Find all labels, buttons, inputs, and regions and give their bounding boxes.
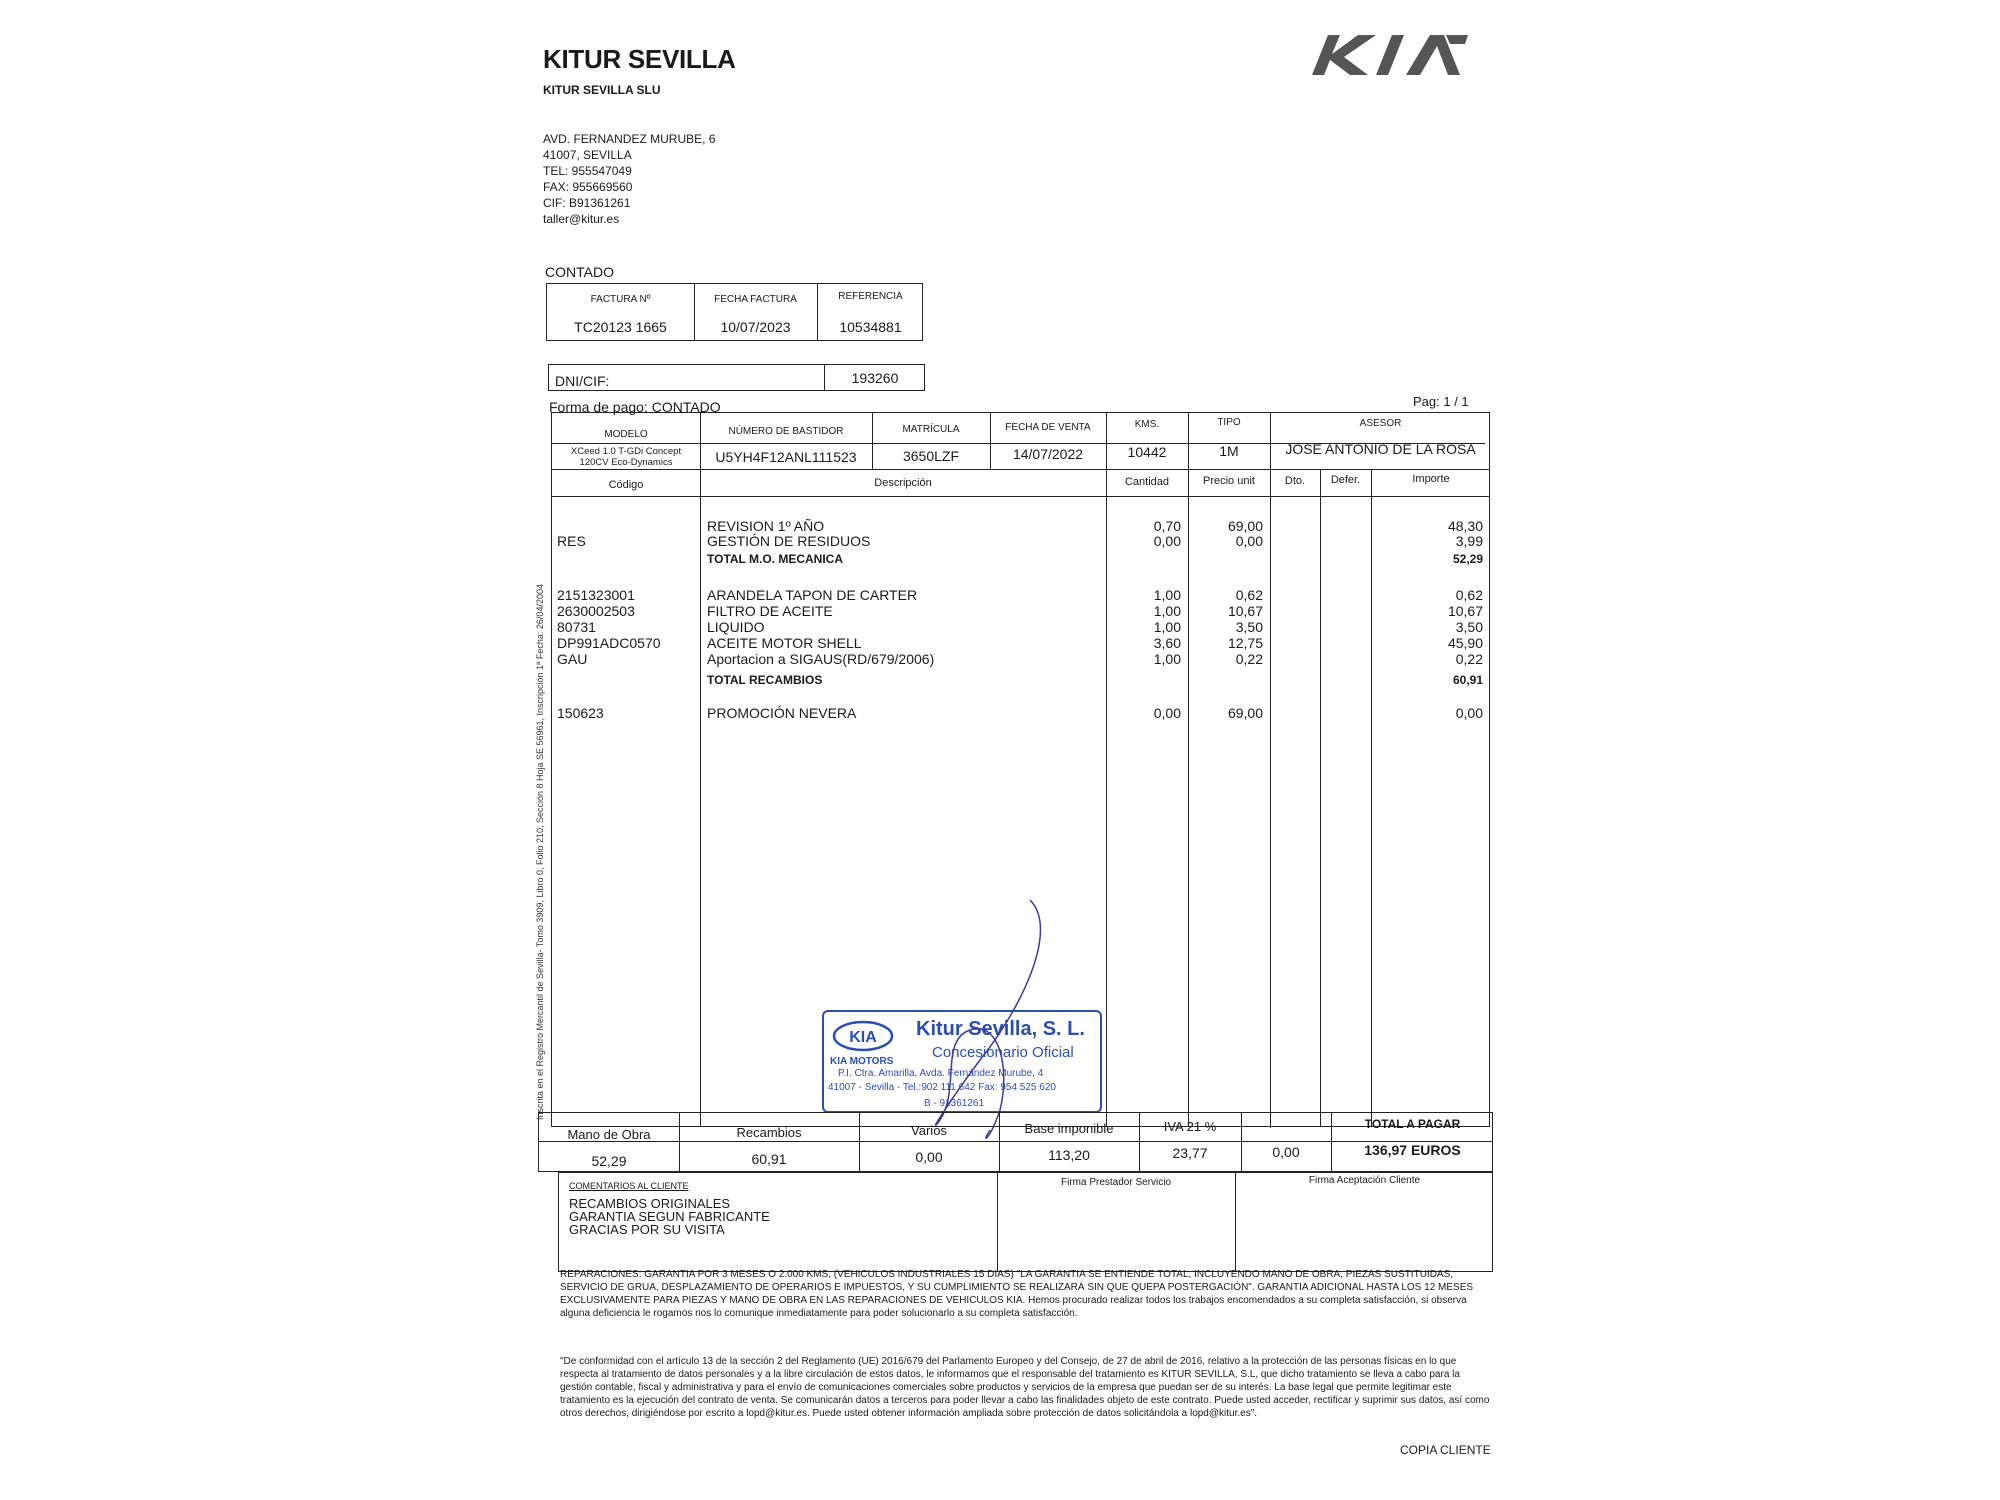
comments-caption: COMENTARIOS AL CLIENTE (569, 1181, 689, 1191)
base-caption: Base imponible (1024, 1121, 1114, 1136)
base-value: 113,20 (1048, 1147, 1090, 1163)
col-header-descripcion: Descripción (874, 477, 932, 489)
kia-logo (1310, 30, 1470, 80)
row-precio: 10,67 (1227, 603, 1263, 619)
fecha-factura: 10/07/2023 (720, 319, 791, 335)
mano-obra-value: 52,29 (591, 1153, 627, 1169)
company-address (543, 131, 715, 227)
iva-caption: IVA 21 % (1163, 1119, 1217, 1134)
comment-line: GARANTIA SEGUN FABRICANTE (569, 1209, 770, 1224)
extra-value: 0,00 (1272, 1144, 1300, 1160)
address-line: AVD. FERNANDEZ MURUBE, 6 (543, 132, 716, 146)
col-header-dto: Dto. (1284, 475, 1306, 487)
row-descripcion: TOTAL RECAMBIOS (707, 673, 823, 687)
firma-cliente: Firma Aceptación Cliente (1308, 1175, 1421, 1186)
row-precio: 69,00 (1227, 518, 1263, 534)
modelo-caption: MODELO (604, 429, 648, 440)
row-cantidad: 0,70 (1153, 518, 1181, 534)
row-cantidad: 1,00 (1153, 587, 1181, 603)
total-value: 136,97 EUROS (1364, 1142, 1461, 1158)
row-codigo: 2630002503 (557, 603, 635, 619)
row-descripcion: PROMOCIÓN NEVERA (707, 705, 857, 721)
fecha-factura-caption: FECHA FACTURA (714, 294, 797, 305)
totals-box (538, 1112, 1493, 1172)
recambios-value: 60,91 (751, 1151, 787, 1167)
modelo-value: XCeed 1.0 T-GDi Concept 120CV Eco-Dynamics (570, 446, 682, 468)
row-cantidad: 1,00 (1153, 603, 1181, 619)
stamp-cif: B - 91361261 (924, 1098, 985, 1109)
row-descripcion: TOTAL M.O. MECANICA (707, 552, 843, 566)
col-header-defer: Defer. (1330, 474, 1361, 486)
row-importe: 48,30 (1447, 518, 1483, 534)
row-importe: 52,29 (1452, 552, 1483, 566)
stamp-company-name: Kitur Sevilla, S. L. (916, 1018, 1085, 1040)
row-descripcion: GESTIÓN DE RESIDUOS (707, 533, 871, 549)
varios-caption: Varios (911, 1123, 947, 1138)
kms-value: 10442 (1127, 444, 1167, 460)
row-importe: 0,00 (1455, 705, 1483, 721)
row-precio: 0,00 (1235, 533, 1263, 549)
address-line: CIF: B91361261 (543, 196, 631, 210)
address-line: 41007, SEVILLA (543, 148, 632, 162)
row-importe: 3,99 (1455, 533, 1483, 549)
comment-line: GRACIAS POR SU VISITA (569, 1222, 725, 1237)
copy-label: COPIA CLIENTE (1400, 1443, 1491, 1457)
asesor-caption: ASESOR (1359, 418, 1402, 429)
forma-pago: Forma de pago: CONTADO (549, 399, 721, 415)
dni-caption: DNI/CIF: (555, 373, 610, 389)
row-importe: 60,91 (1452, 673, 1483, 687)
comments-box (558, 1172, 1493, 1272)
fecha-venta-caption: FECHA DE VENTA (1005, 422, 1091, 433)
stamp-brand-sub: KIA MOTORS (830, 1056, 894, 1067)
matricula-caption: MATRÍCULA (902, 424, 960, 435)
kia-oval-icon (832, 1020, 894, 1052)
address-line: TEL: 955547049 (543, 164, 632, 178)
row-cantidad: 1,00 (1153, 619, 1181, 635)
col-header-cantidad: Cantidad (1124, 476, 1170, 488)
row-precio: 0,62 (1235, 587, 1263, 603)
row-cantidad: 1,00 (1153, 651, 1181, 667)
row-descripcion: ACEITE MOTOR SHELL (707, 635, 862, 651)
row-codigo: 80731 (557, 619, 596, 635)
dni-value: 193260 (851, 370, 899, 386)
iva-value: 23,77 (1172, 1145, 1208, 1161)
tipo-caption: TIPO (1217, 417, 1241, 428)
row-importe: 45,90 (1447, 635, 1483, 651)
total-caption: TOTAL A PAGAR (1364, 1117, 1461, 1131)
company-legal-name: KITUR SEVILLA SLU (543, 83, 661, 97)
row-importe: 3,50 (1455, 619, 1483, 635)
warranty-text: REPARACIONES: GARANTIA POR 3 MESES O 2.000 KMS, (VEHICULOS INDUSTRIALES 15 DIAS) "LA GARANTIA SE ENTIENDE TOTAL, INCLUYENDO MANO DE OBRA, PIEZAS SUSTITUIDAS, SERVICIO DE GRUA, DESPLAZAMIENTO DE OPERARIOS E IMPUESTOS, Y SU CUMPLIMIENTO SE REALIZARÁ SIN QUE QUEPA POSTERGACIÓN". GARANTIA ADICIONAL HASTA LOS 12 MESES EXCLUSIVAMENTE PARA PIEZAS Y MANO DE OBRA EN LAS REPARACIONES DE VEHICULOS KIA. Hemos procurado realizar todos los trabajos encomendados a su completa satisfacción, si observa alguna deficiencia le rogamos nos lo comunique inmediatamente para poder solucionarlo a su completa satisfacción. (560, 1269, 1474, 1319)
referencia-caption: REFERENCIA (838, 291, 903, 302)
signature-scribble (920, 890, 1060, 1150)
row-cantidad: 0,00 (1153, 705, 1181, 721)
factura-number: TC20123 1665 (574, 319, 667, 335)
tipo-value: 1M (1219, 443, 1239, 459)
row-precio: 69,00 (1227, 705, 1263, 721)
row-precio: 0,22 (1235, 651, 1263, 667)
kms-caption: KMS. (1134, 419, 1160, 430)
company-name: KITUR SEVILLA (543, 44, 736, 74)
data-protection-text: "De conformidad con el artículo 13 de la sección 2 del Reglamento (UE) 2016/679 del Parlamento Europeo y del Consejo, de 27 de abril de 2016, relativo a la protección de las personas físicas en lo que respecta al tratamiento de datos personales y a la libre circulación de estos datos, le informamos que el responsable del tratamiento es KITUR SEVILLA, S.L, que dicho tratamiento se lleva a cabo para la gestión contable, fiscal y administrativa y para el envío de comunicaciones comerciales sobre productos y servicios de la empresa que puedan ser de su interés. La base legal que permite legitimar este tratamiento es la ejecución del contrato de venta. Se comunicarán datos a terceros para poder llevar a cabo las finalidades objeto de este contrato. Puede usted acceder, rectificar y suprimir sus datos, así como otros derechos, dirigiéndose por escrito a lopd@kitur.es. Puede usted obtener información ampliada sobre protección de datos solicitándola a lopd@kitur.es". (560, 1356, 1490, 1419)
matricula-value: 3650LZF (902, 448, 960, 464)
col-header-importe: Importe (1412, 473, 1450, 485)
row-descripcion: FILTRO DE ACEITE (707, 603, 833, 619)
row-cantidad: 3,60 (1153, 635, 1181, 651)
referencia-number: 10534881 (839, 319, 902, 335)
col-header-precio: Precio unit (1203, 475, 1255, 487)
page-number: Pag: 1 / 1 (1413, 394, 1469, 409)
row-descripcion: ARANDELA TAPON DE CARTER (707, 587, 918, 603)
address-line: taller@kitur.es (543, 212, 620, 226)
fecha-venta-value: 14/07/2022 (1012, 446, 1084, 462)
bastidor-value: U5YH4F12ANL111523 (715, 449, 857, 465)
row-descripcion: Aportacion a SIGAUS(RD/679/2006) (707, 651, 935, 667)
row-codigo: RES (557, 533, 586, 549)
dni-box (548, 364, 925, 391)
svg-text:KIA: KIA (849, 1029, 877, 1046)
payment-type-label: CONTADO (545, 264, 614, 280)
row-importe: 10,67 (1447, 603, 1483, 619)
row-codigo: DP991ADC0570 (557, 635, 661, 651)
mano-obra-caption: Mano de Obra (567, 1127, 651, 1142)
registry-note: Inscrita en el Registro Mercantil de Sevilla- Tomo 3909, Libro 0, Folio 210, Sección 8 Hoja SE 56961, Inscripción 1ª Fecha: 26/04/2004 (535, 584, 545, 1120)
row-codigo: 2151323001 (557, 587, 635, 603)
row-codigo: 150623 (557, 705, 604, 721)
recambios-caption: Recambios (736, 1125, 802, 1140)
row-importe: 0,62 (1455, 587, 1483, 603)
firma-prestador: Firma Prestador Servicio (1060, 1177, 1172, 1188)
factura-caption: FACTURA Nº (590, 294, 651, 305)
row-cantidad: 0,00 (1153, 533, 1181, 549)
row-descripcion: REVISION 1º AÑO (707, 518, 825, 534)
invoice-info-box (546, 283, 923, 341)
row-precio: 12,75 (1227, 635, 1263, 651)
stamp-address-1: P.I. Ctra. Amarilla, Avda. Fernández Murube, 4 (838, 1068, 1044, 1079)
bastidor-caption: NÚMERO DE BASTIDOR (728, 426, 844, 437)
varios-value: 0,00 (915, 1149, 943, 1165)
row-descripcion: LIQUIDO (707, 619, 765, 635)
asesor-value: JOSE ANTONIO DE LA ROSA (1285, 441, 1476, 457)
row-importe: 0,22 (1455, 651, 1483, 667)
stamp-subtitle: Concesionario Oficial (932, 1044, 1074, 1061)
comment-line: RECAMBIOS ORIGINALES (569, 1196, 731, 1211)
stamp-address-2: 41007 - Sevilla - Tel.:902 111 642 Fax: 954 525 620 (828, 1082, 1056, 1093)
row-precio: 3,50 (1235, 619, 1263, 635)
row-codigo: GAU (557, 651, 588, 667)
address-line: FAX: 955669560 (543, 180, 633, 194)
col-header-codigo: Código (608, 479, 644, 491)
